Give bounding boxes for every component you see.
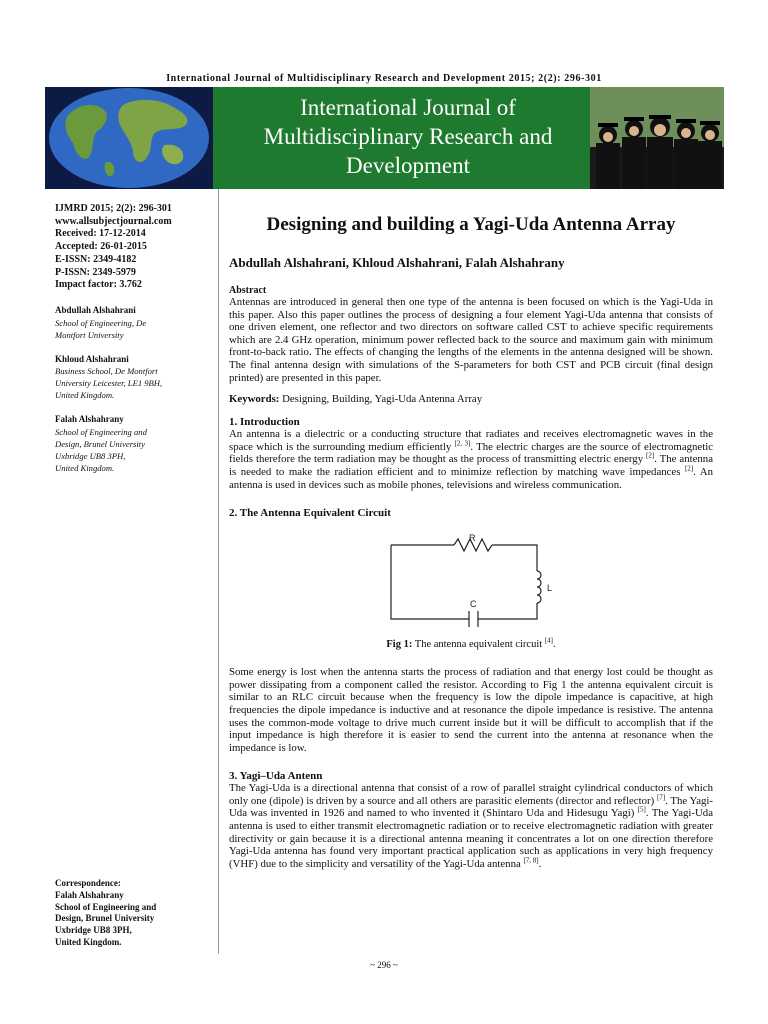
sidebar bbox=[55, 203, 213, 474]
citation: [2] bbox=[684, 464, 694, 473]
banner-title-line: Multidisciplinary Research and bbox=[263, 124, 553, 149]
journal-banner bbox=[45, 87, 724, 189]
author-name: Abdullah Alshahrani bbox=[55, 304, 136, 315]
meta-line: Impact factor: 3.762 bbox=[55, 279, 142, 291]
affiliation-line: School of Engineering and bbox=[55, 427, 147, 438]
meta-line: P-ISSN: 2349-5979 bbox=[55, 266, 136, 278]
figure-label: Fig 1: bbox=[386, 639, 413, 651]
correspondence-line: Design, Brunel University bbox=[55, 913, 155, 924]
meta-line: Received: 17-12-2014 bbox=[55, 228, 146, 240]
affiliation-line: United Kingdom. bbox=[55, 463, 115, 474]
affiliation-line: Uxbridge UB8 3PH, bbox=[55, 451, 126, 462]
citation: [4] bbox=[544, 636, 553, 645]
keywords bbox=[229, 393, 713, 405]
abstract-heading: Abstract bbox=[229, 285, 267, 296]
author-name: Khloud Alshahrani bbox=[55, 353, 129, 364]
correspondence-line: United Kingdom. bbox=[55, 936, 122, 947]
affiliation-line: United Kingdom. bbox=[55, 390, 115, 401]
meta-line: www.allsubjectjournal.com bbox=[55, 215, 172, 227]
keywords-label: Keywords: bbox=[229, 393, 280, 406]
correspondence-line: School of Engineering and bbox=[55, 901, 157, 912]
banner-title-line: International Journal of bbox=[300, 95, 516, 120]
main-column bbox=[229, 214, 713, 870]
meta-line: IJMRD 2015; 2(2): 296-301 bbox=[55, 203, 172, 214]
correspondence bbox=[55, 878, 215, 949]
affiliation-line: Montfort University bbox=[55, 329, 124, 340]
affiliation-line: School of Engineering, De bbox=[55, 317, 147, 328]
article-meta bbox=[55, 203, 213, 292]
paper-authors: Abdullah Alshahrani, Khloud Alshahrani, Falah Alshahrany bbox=[229, 255, 565, 270]
running-head: International Journal of Multidisciplinary Research and Development 2015; 2(2): 296-301 bbox=[166, 73, 602, 84]
affiliation-line: University Leicester, LE1 9BH, bbox=[55, 378, 163, 389]
figure-1-circuit bbox=[229, 533, 713, 635]
correspondence-line: Uxbridge UB8 3PH, bbox=[55, 925, 132, 936]
circuit-label-c: C bbox=[470, 599, 477, 610]
paper-title: Designing and building a Yagi-Uda Antenna Array bbox=[266, 214, 676, 235]
section-heading-equivalent-circuit: 2. The Antenna Equivalent Circuit bbox=[229, 507, 391, 520]
affiliation-line: Business School, De Montfort bbox=[55, 366, 158, 377]
author-affiliation bbox=[55, 304, 213, 341]
author-affiliation bbox=[55, 353, 213, 402]
circuit-label-l: L bbox=[547, 583, 553, 594]
column-divider bbox=[218, 189, 219, 954]
correspondence-label: Correspondence: bbox=[55, 878, 121, 888]
affiliation-line: Design, Brunel University bbox=[55, 439, 145, 450]
introduction-paragraph: An antenna is a dielectric or a conducting structure that radiates and receives electromagnetic waves in the space which is the surrounding medium efficiently [2, 3]. The electric charges are the source of electromagnetic fields therefore the term radiation may be thought as the process of transmitting electric energy [2]. The antenna is needed to make the radiation efficient and to minimize reflection by matching wave impedances [2]. An antenna is used in devices such as mobile phones, televisions and wireless communication. bbox=[229, 428, 713, 491]
equivalent-circuit-paragraph: Some energy is lost when the antenna starts the process of radiation and that energy lost could be thought as power dissipating from a component called the resistor. According to Fig 1 the antenna equivalent circuit is similar to an RLC circuit because when the frequency is low the dipole impedance is capacitive, at high frequencies the dipole impedance is inductive and at resonance the dipole impedance is resistive. The antenna uses the common-mode voltage to drive much current inside but it will be difficult to accomplish that if the input impedance is high therefore it is easier to send the current into the antenna at resonance when the impedance is low. bbox=[229, 666, 713, 754]
citation: [2] bbox=[646, 451, 655, 460]
yagi-uda-paragraph: The Yagi-Uda is a directional antenna that consist of a row of parallel straight cylindrical conductors of which only one (dipole) is driven by a source and all others are parasitic elements (director and reflector) [7]. The Yagi-Uda was invented in 1926 and named to who invented it (Shintaro Uda and Hidesugu Yagi) [5]. The Yagi-Uda antenna is used to either transmit electromagnetic radiation or to receive electromagnetic radiation with greater directivity or gain because it is a directional antenna meaning it concentrates a lot on one direction therefore Yagi-Uda antenna has found very important practical application such as applications in very high frequency (VHF) due to the simplicity and versatility of the Yagi-Uda antenna [7, 8]. bbox=[229, 782, 713, 870]
meta-line: Accepted: 26-01-2015 bbox=[55, 241, 147, 253]
citation: [7, 8] bbox=[523, 856, 539, 865]
banner-title-line: Development bbox=[346, 153, 470, 178]
figure-caption: Fig 1: The antenna equivalent circuit [4]. bbox=[386, 636, 556, 651]
keywords-text: Designing, Building, Yagi-Uda Antenna Array bbox=[279, 393, 483, 406]
graduates-photo bbox=[590, 87, 724, 189]
abstract-text: Antennas are introduced in general then one type of the antenna is been focused on which is the Yagi-Uda in this paper. Also this paper outlines the process of designing a four element Yagi-Uda antenna that consists of one driven element, one reflector and two directors on software called CST to achieve specific requirements which are 2.4 GHz operation, minimum power reflected back to the source and maximum gain with minimum front-to-back ratio. The effects of changing the lengths of the elements in the antenna designed will be shown. The final antenna design with simulations of the S-parameters for both CST and PCB circuit (final design printed) are presented in this paper. bbox=[229, 296, 713, 384]
circuit-label-r: R bbox=[469, 533, 476, 544]
section-heading-yagi-uda: 3. Yagi–Uda Antenn bbox=[229, 770, 323, 783]
citation: [7] bbox=[656, 793, 666, 802]
citation: [5] bbox=[637, 805, 646, 814]
world-map-image bbox=[45, 87, 213, 189]
citation: [2, 3] bbox=[454, 439, 471, 448]
author-affiliation bbox=[55, 413, 213, 474]
meta-line: E-ISSN: 2349-4182 bbox=[55, 253, 137, 265]
author-name: Falah Alshahrany bbox=[55, 414, 124, 425]
correspondence-line: Falah Alshahrany bbox=[55, 889, 124, 900]
page-number: ~ 296 ~ bbox=[370, 960, 398, 970]
section-heading-introduction: 1. Introduction bbox=[229, 416, 300, 429]
banner-title bbox=[223, 93, 593, 180]
